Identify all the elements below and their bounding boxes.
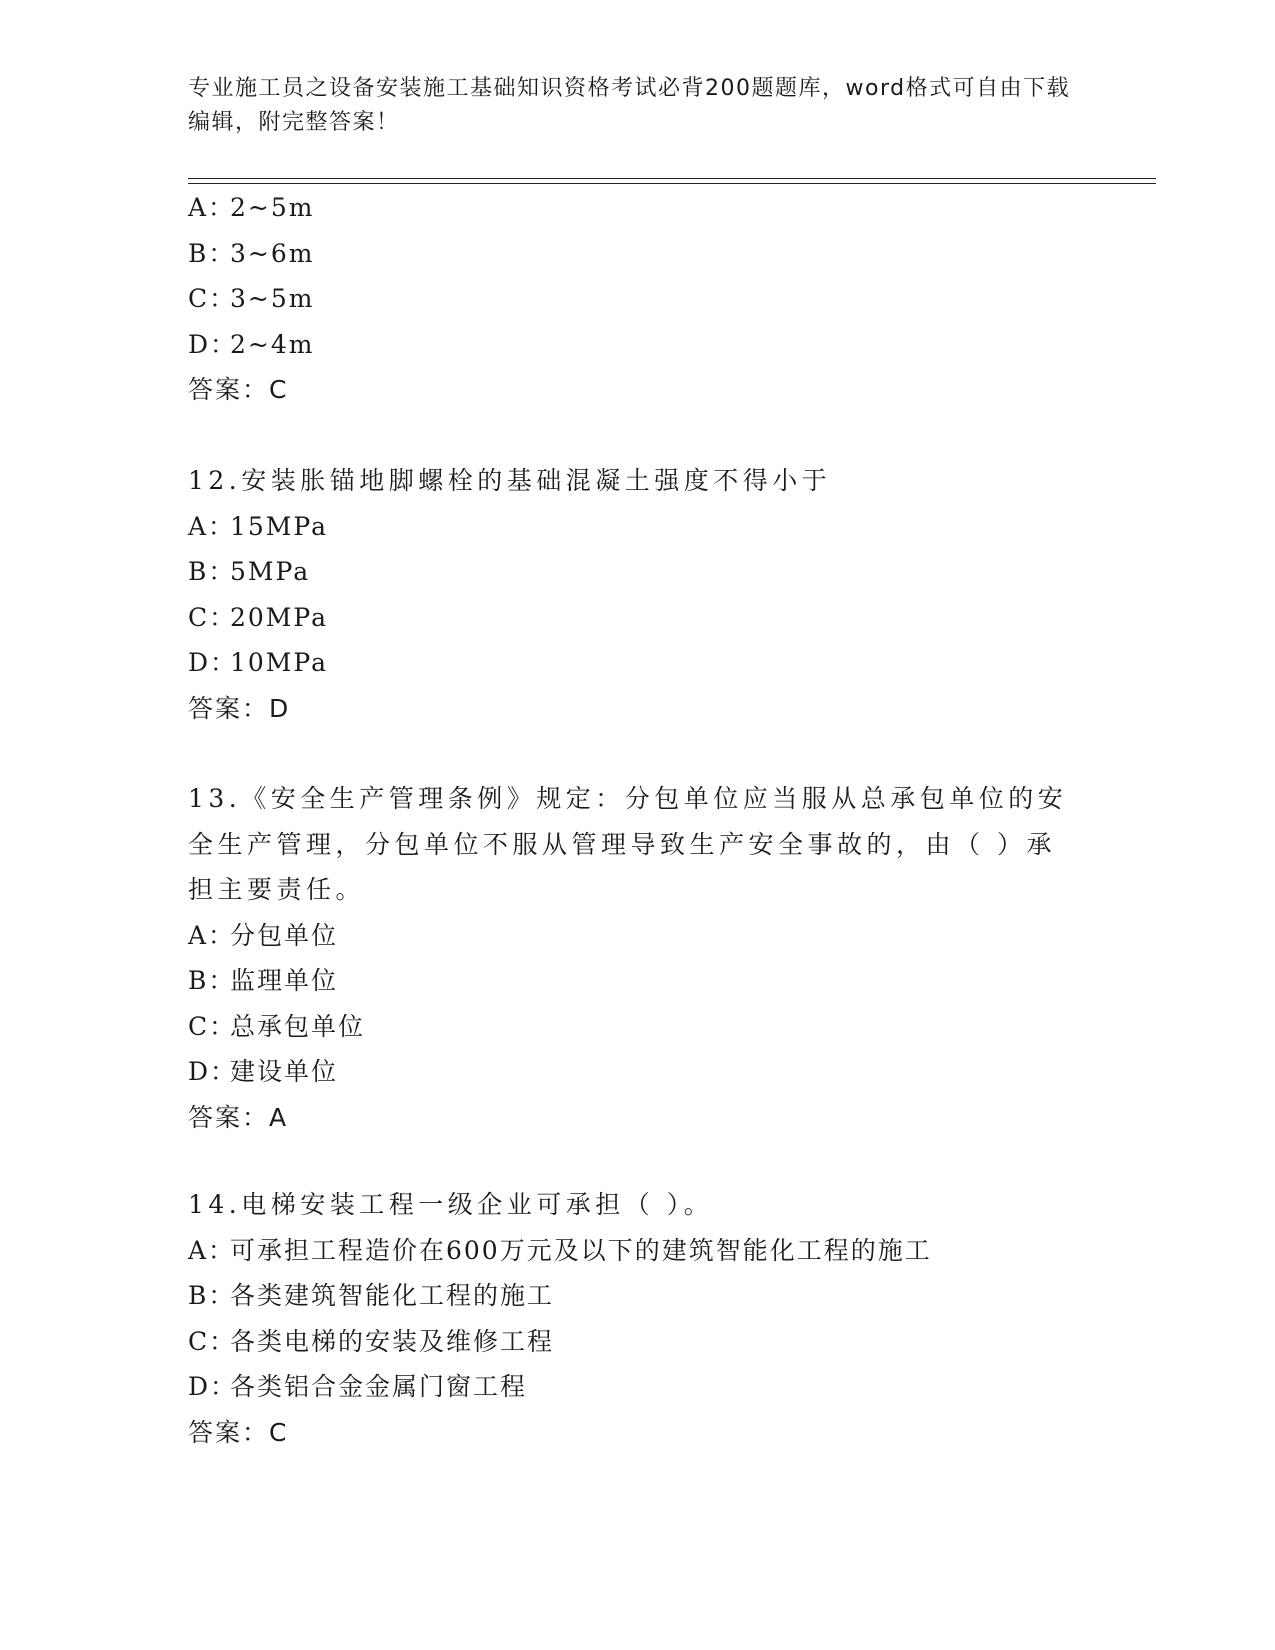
option-a: A：2~5m	[188, 193, 315, 222]
option-a: A：可承担工程造价在600万元及以下的建筑智能化工程的施工	[188, 1235, 932, 1265]
option-c: C：总承包单位	[188, 1011, 366, 1041]
option-b: B：各类建筑智能化工程的施工	[188, 1281, 555, 1310]
option-c: C：3~5m	[188, 284, 315, 313]
document-header: 专业施工员之设备安装施工基础知识资格考试必背200题题库，word格式可自由下载编辑，附完整答案！	[188, 76, 1071, 135]
answer-line: 答案：A	[188, 1102, 289, 1132]
question-13	[188, 776, 1068, 1140]
option-d: D：建设单位	[188, 1057, 339, 1086]
option-a: A：分包单位	[188, 920, 339, 950]
question-stem: 12.安装胀锚地脚螺栓的基础混凝土强度不得小于	[188, 466, 832, 495]
answer-line: 答案：C	[188, 375, 289, 404]
question-11-tail	[188, 185, 1088, 413]
question-stem: 14.电梯安装工程一级企业可承担（ ）。	[188, 1190, 714, 1219]
question-12	[188, 458, 1088, 731]
option-c: C：20MPa	[188, 602, 329, 632]
option-d: D：各类铝合金金属门窗工程	[188, 1372, 528, 1401]
question-14	[188, 1182, 1088, 1455]
option-a: A：15MPa	[188, 511, 329, 541]
answer-line: 答案：C	[188, 1417, 289, 1447]
header-divider-top	[188, 178, 1156, 179]
option-b: B：3~6m	[188, 238, 315, 268]
option-b: B：5MPa	[188, 557, 311, 586]
option-d: D：2~4m	[188, 329, 315, 359]
answer-line: 答案：D	[188, 693, 291, 723]
option-c: C：各类电梯的安装及维修工程	[188, 1326, 555, 1356]
header-divider-bottom	[188, 183, 1156, 184]
option-d: D：10MPa	[188, 648, 329, 677]
question-stem: 13.《安全生产管理条例》规定：分包单位应当服从总承包单位的安全生产管理，分包单位不服从管理导致生产安全事故的，由（ ）承担主要责任。	[188, 784, 1068, 904]
option-b: B：监理单位	[188, 966, 339, 995]
